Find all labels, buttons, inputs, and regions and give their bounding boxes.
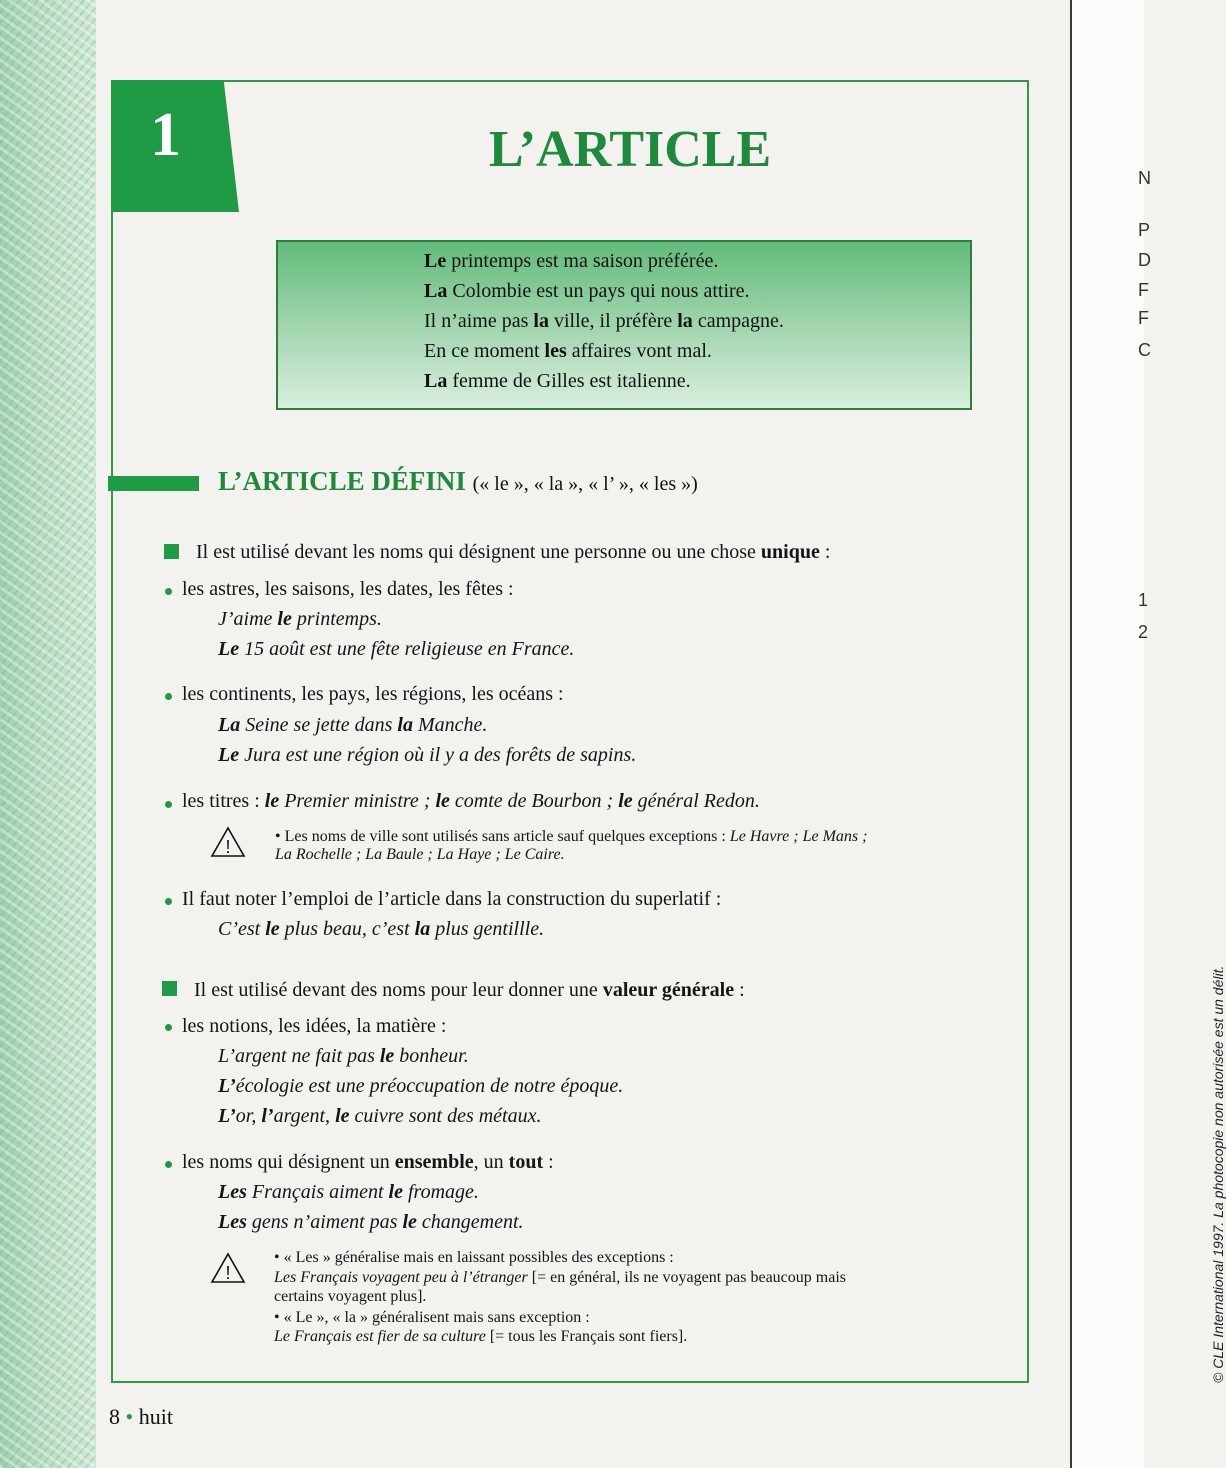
bullet-icon	[165, 1024, 172, 1031]
example-line: Le printemps est ma saison préférée.	[424, 250, 719, 272]
bullet-label: les astres, les saisons, les dates, les fêtes :	[182, 578, 514, 600]
section-bar	[108, 476, 199, 491]
note-text: • Les noms de ville sont utilisés sans article sauf quelques exceptions : Le Havre ; Le Mans ;	[275, 828, 868, 845]
note-text: Les Français voyagent peu à l’étranger [= en général, ils ne voyagent pas beaucoup mais	[274, 1269, 846, 1286]
example-sentence: J’aime le printemps.	[218, 608, 382, 630]
rule-text: Il est utilisé devant les noms qui désignent une personne ou une chose unique :	[196, 541, 831, 563]
example-sentence: Le Jura est une région où il y a des forêts de sapins.	[218, 744, 637, 766]
example-sentence: C’est le plus beau, c’est la plus gentillle.	[218, 918, 545, 940]
rule-square-icon	[164, 544, 179, 559]
bullet-label: les titres : le Premier ministre ; le comte de Bourbon ; le général Redon.	[182, 790, 760, 812]
example-sentence: L’argent ne fait pas le bonheur.	[218, 1045, 469, 1067]
bullet-label: les noms qui désignent un ensemble, un tout :	[182, 1151, 554, 1173]
bullet-label: les notions, les idées, la matière :	[182, 1015, 447, 1037]
note-text: certains voyagent plus].	[274, 1288, 427, 1305]
page-footer: 8 • huit	[109, 1404, 173, 1429]
example-sentence: Les Français aiment le fromage.	[218, 1181, 479, 1203]
bullet-label: les continents, les pays, les régions, les océans :	[182, 683, 564, 705]
chapter-number: 1	[150, 101, 181, 169]
warning-icon	[210, 1252, 246, 1284]
example-line: En ce moment les affaires vont mal.	[424, 340, 712, 362]
next-page-edge	[1070, 0, 1151, 1468]
note-text: • « Les » généralise mais en laissant possibles des exceptions :	[274, 1249, 674, 1266]
sliver-letter: F	[1138, 308, 1149, 328]
section-title: L’ARTICLE DÉFINI (« le », « la », « l’ », « les »)	[218, 466, 698, 496]
sliver-letter: N	[1138, 168, 1151, 188]
svg-text:!: !	[225, 1263, 231, 1283]
bullet-icon	[165, 801, 172, 808]
note-text: La Rochelle ; La Baule ; La Haye ; Le Caire.	[275, 846, 565, 863]
note-text: • « Le », « la » généralisent mais sans exception :	[274, 1309, 590, 1326]
rule-text: Il est utilisé devant des noms pour leur donner une valeur générale :	[194, 979, 745, 1001]
sliver-letter: P	[1138, 220, 1151, 240]
sliver-letter: C	[1138, 340, 1151, 360]
bullet-icon	[165, 588, 172, 595]
sliver-letter: 2	[1138, 622, 1149, 642]
bullet-icon	[165, 1161, 172, 1168]
bullet-label: Il faut noter l’emploi de l’article dans la construction du superlatif :	[182, 888, 722, 910]
note-text: Le Français est fier de sa culture [= tous les Français sont fiers].	[274, 1328, 688, 1345]
example-line: La femme de Gilles est italienne.	[424, 370, 691, 392]
example-line: La Colombie est un pays qui nous attire.	[424, 280, 750, 302]
warning-icon	[210, 826, 246, 858]
bullet-icon	[165, 693, 172, 700]
example-sentence: L’écologie est une préoccupation de notre époque.	[218, 1075, 624, 1097]
sliver-letter: D	[1138, 250, 1151, 270]
copyright-notice: © CLE International 1997. La photocopie non autorisée est un délit.	[1210, 965, 1226, 1383]
sliver-letter: 1	[1138, 590, 1149, 610]
left-green-margin	[0, 0, 96, 1468]
example-line: Il n’aime pas la ville, il préfère la campagne.	[424, 310, 784, 332]
example-sentence: Les gens n’aiment pas le changement.	[218, 1211, 524, 1233]
example-sentence: Le 15 août est une fête religieuse en France.	[218, 638, 575, 660]
page-title: L’ARTICLE	[488, 121, 772, 178]
example-sentence: La Seine se jette dans la Manche.	[218, 714, 488, 736]
bullet-icon	[165, 898, 172, 905]
rule-square-icon	[162, 981, 177, 996]
example-sentence: L’or, l’argent, le cuivre sont des métaux.	[218, 1105, 542, 1127]
sliver-letter: F	[1138, 280, 1149, 300]
svg-text:!: !	[225, 837, 231, 857]
